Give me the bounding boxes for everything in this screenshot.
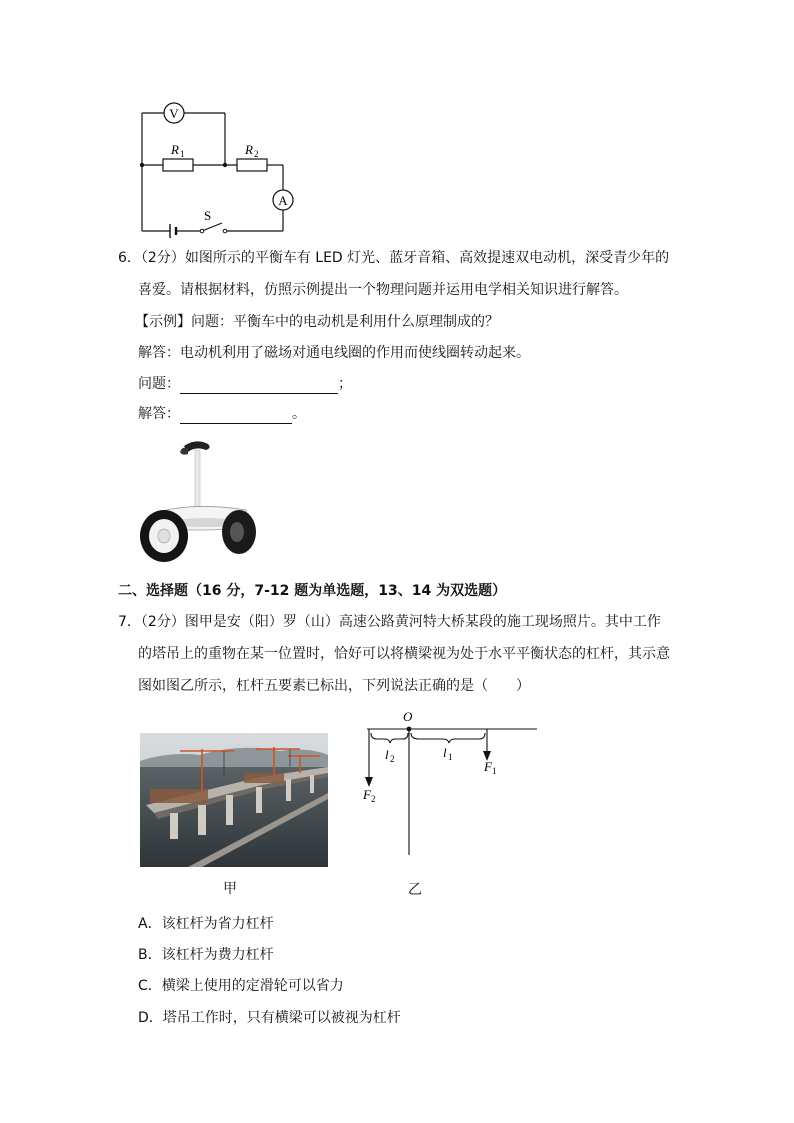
q6-example-answer: 解答：电动机利用了磁场对通电线圈的作用而使线圈转动起来。 [138, 345, 530, 361]
q6-line-1 [118, 248, 669, 268]
q6-question-label: 问题： [138, 376, 180, 392]
f2-label: F [363, 787, 371, 802]
q7-line-2: 的塔吊上的重物在某一位置时，恰好可以将横梁视为处于水平平衡状态的杠杆，其示意 [138, 646, 670, 662]
q7-option-d[interactable]: D．塔吊工作时，只有横梁可以被视为杠杆 [138, 1010, 401, 1026]
q7-number: 7． [118, 614, 141, 630]
voltmeter-label: V [169, 106, 179, 121]
q7-option-c[interactable]: C．横梁上使用的定滑轮可以省力 [138, 978, 344, 994]
q6-question-end: ； [338, 376, 352, 392]
q7-option-b[interactable]: B．该杠杆为费力杠杆 [138, 947, 274, 963]
circuit-diagram [130, 95, 300, 240]
q6-text-1: （2分）如图所示的平衡车有 LED 灯光、蓝牙音箱、高效提速双电动机，深受青少年的 [140, 250, 670, 266]
q7-option-a[interactable]: A．该杠杆为省力杠杆 [138, 916, 274, 932]
r2-subscript: 2 [254, 149, 259, 159]
r1-label: R [171, 142, 179, 157]
l2-subscript: 2 [390, 754, 395, 764]
l1-subscript: 1 [448, 752, 453, 762]
r2-label: R [245, 142, 253, 157]
q6-question-blank[interactable] [180, 377, 338, 394]
figure-caption-b: 乙 [408, 882, 422, 898]
figure-caption-a: 甲 [223, 881, 237, 897]
pivot-o-label: O [403, 709, 413, 724]
r1-subscript: 1 [180, 149, 185, 159]
bridge-construction-photo [140, 733, 328, 867]
f1-subscript: 1 [492, 766, 497, 776]
lever-diagram [355, 705, 545, 860]
q7-line-1 [118, 612, 661, 632]
section-2-title: 二、选择题（16 分，7-12 题为单选题，13、14 为双选题） [118, 583, 507, 599]
balance-scooter-image [136, 436, 266, 566]
f1-label: F [484, 759, 492, 774]
q6-answer-end: 。 [292, 406, 306, 422]
q7-line-3: 图如图乙所示，杠杆五要素已标出，下列说法正确的是（ ） [138, 678, 530, 694]
f2-subscript: 2 [371, 794, 376, 804]
q6-example: 【示例】问题：平衡车中的电动机是利用什么原理制成的？ [135, 314, 499, 330]
q6-line-2: 喜爱。请根据材料，仿照示例提出一个物理问题并运用电学相关知识进行解答。 [138, 282, 628, 298]
q7-text-1: （2分）图甲是安（阳）罗（山）高速公路黄河特大桥某段的施工现场照片。其中工作 [140, 614, 661, 630]
q6-answer-row [138, 404, 306, 424]
q6-answer-blank[interactable] [180, 407, 292, 424]
switch-label: S [204, 208, 212, 223]
l2-label: l [385, 747, 389, 762]
l1-label: l [443, 745, 447, 760]
q6-answer-label: 解答： [138, 406, 180, 422]
q6-question-row [138, 374, 352, 394]
q6-number: 6． [118, 250, 141, 266]
ammeter-label: A [278, 193, 288, 208]
